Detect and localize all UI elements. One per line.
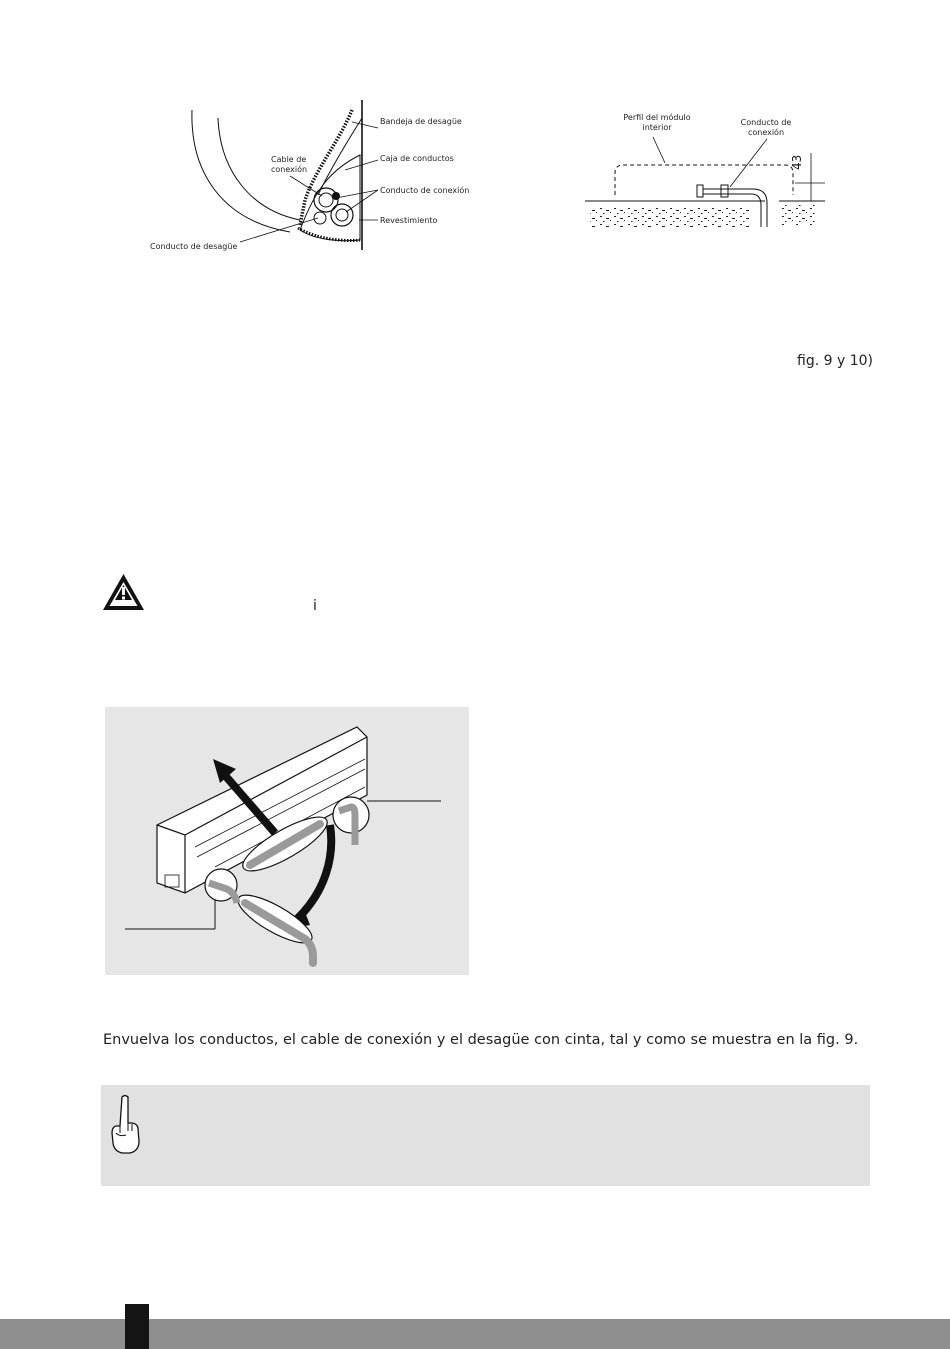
wrap-tape-illustration xyxy=(105,707,469,975)
stray-character: i xyxy=(313,598,317,614)
label-drain-pipe: Conducto de desagüe xyxy=(150,242,238,251)
figure-reference: fig. 9 y 10) xyxy=(797,353,873,369)
label-duct-box: Caja de conductos xyxy=(380,154,454,163)
label-connection-pipe: Conducto de conexión xyxy=(380,186,470,195)
footer-page-tab xyxy=(125,1304,149,1349)
label-connection-pipe-fig10: Conducto de conexión xyxy=(740,118,792,137)
note-box xyxy=(101,1085,870,1186)
fig10-side-profile-diagram xyxy=(585,135,825,235)
warning-triangle-icon xyxy=(101,572,146,612)
label-connection-cable: Cable de conexión xyxy=(271,155,308,174)
instruction-text: Envuelva los conductos, el cable de conexión y el desagüe con cinta, tal y como se muestra en la fig. 9. xyxy=(103,1032,859,1048)
label-coating: Revestimiento xyxy=(380,216,438,225)
label-drain-tray: Bandeja de desagüe xyxy=(380,117,462,126)
dimension-label: 43 xyxy=(790,154,804,170)
label-indoor-unit-profile: Perfil del módulo interior xyxy=(623,113,691,132)
pointing-hand-icon xyxy=(108,1093,144,1155)
